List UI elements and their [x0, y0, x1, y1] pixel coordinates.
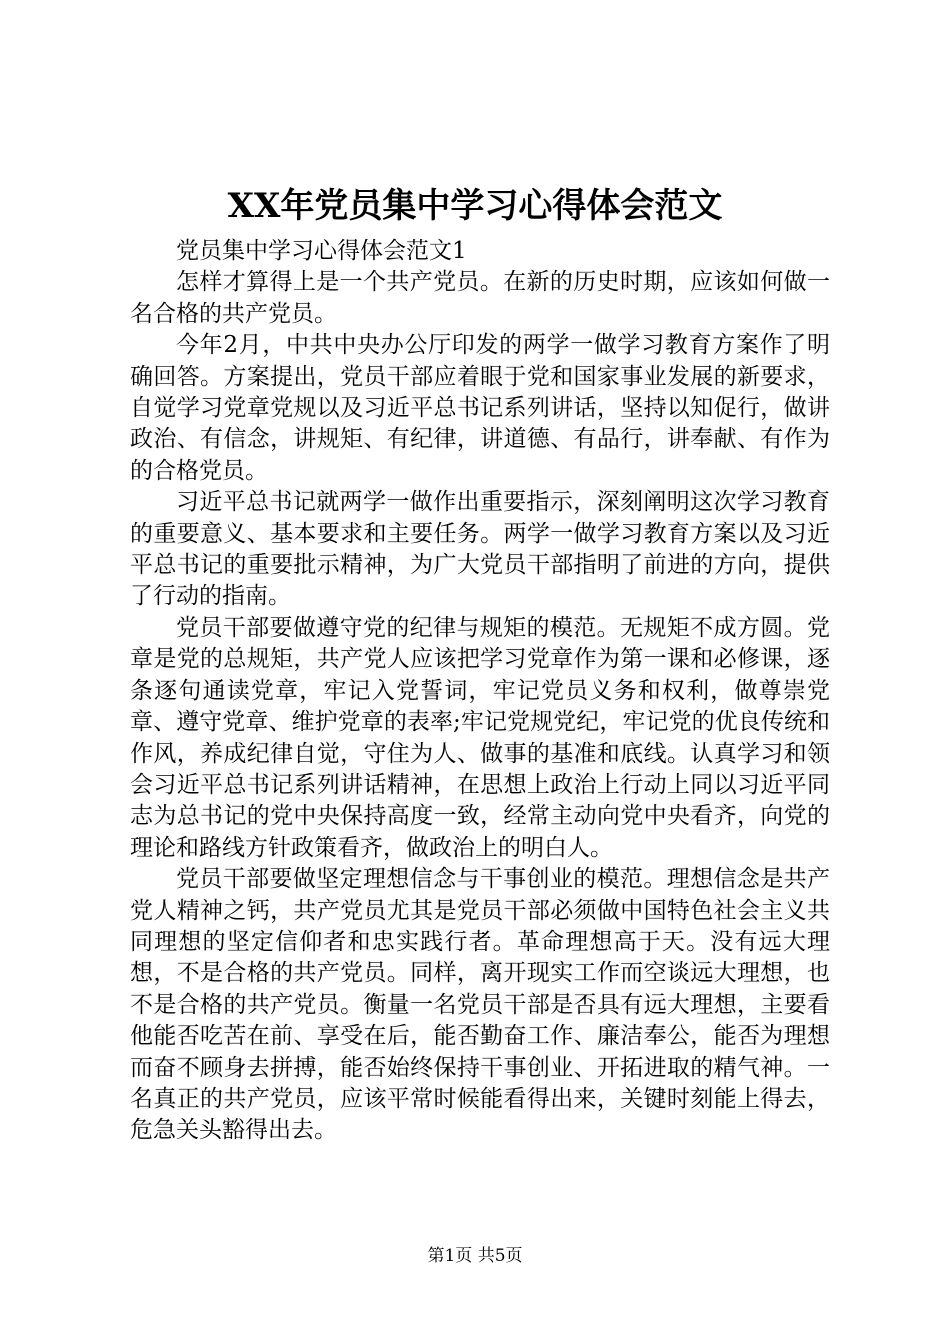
paragraph-subtitle: 党员集中学习心得体会范文1 [176, 238, 467, 264]
paragraph: 今年2月，中共中央办公厅印发的两学一做学习教育方案作了明确回答。方案提出，党员干部应着眼于党和国家事业发展的新要求，自觉学习党章党规以及习近平总书记系列讲话，坚持以知促行，做讲政治、有信念，讲规矩、有纪律，讲道德、有品行，讲奉献、有作为的合格党员。 [130, 332, 830, 484]
page-footer: 第1页 共5页 [427, 1246, 523, 1266]
paragraph: 习近平总书记就两学一做作出重要指示，深刻阐明这次学习教育的重要意义、基本要求和主要任务。两学一做学习教育方案以及习近平总书记的重要批示精神，为广大党员干部指明了前进的方向，提供了行动的指南。 [130, 489, 830, 610]
document-title: XX年党员集中学习心得体会范文 [227, 186, 723, 226]
paragraph: 党员干部要做遵守党的纪律与规矩的模范。无规矩不成方圆。党章是党的总规矩，共产党人应该把学习党章作为第一课和必修课，逐条逐句通读党章，牢记入党誓词，牢记党员义务和权利，做尊崇党章、遵守党章、维护党章的表率;牢记党规党纪，牢记党的优良传统和作风，养成纪律自觉，守住为人、做事的基准和底线。认真学习和领会习近平总书记系列讲话精神，在思想上政治上行动上同以习近平同志为总书记的党中央保持高度一致，经常主动向党中央看齐，向党的理论和路线方针政策看齐，做政治上的明白人。 [130, 614, 830, 861]
document-body [130, 236, 830, 1147]
paragraph: 党员干部要做坚定理想信念与干事创业的模范。理想信念是共产党人精神之钙，共产党员尤其是党员干部必须做中国特色社会主义共同理想的坚定信仰者和忠实践行者。革命理想高于天。没有远大理想，不是合格的共产党员。同样，离开现实工作而空谈远大理想，也不是合格的共产党员。衡量一名党员干部是否具有远大理想，主要看他能否吃苦在前、享受在后，能否勤奋工作、廉洁奉公，能否为理想而奋不顾身去拼搏，能否始终保持干事创业、开拓进取的精气神。一名真正的共产党员，应该平常时候能看得出来，关键时刻能上得去，危急关头豁得出去。 [130, 866, 830, 1144]
paragraph: 怎样才算得上是一个共产党员。在新的历史时期，应该如何做一名合格的共产党员。 [130, 269, 830, 327]
